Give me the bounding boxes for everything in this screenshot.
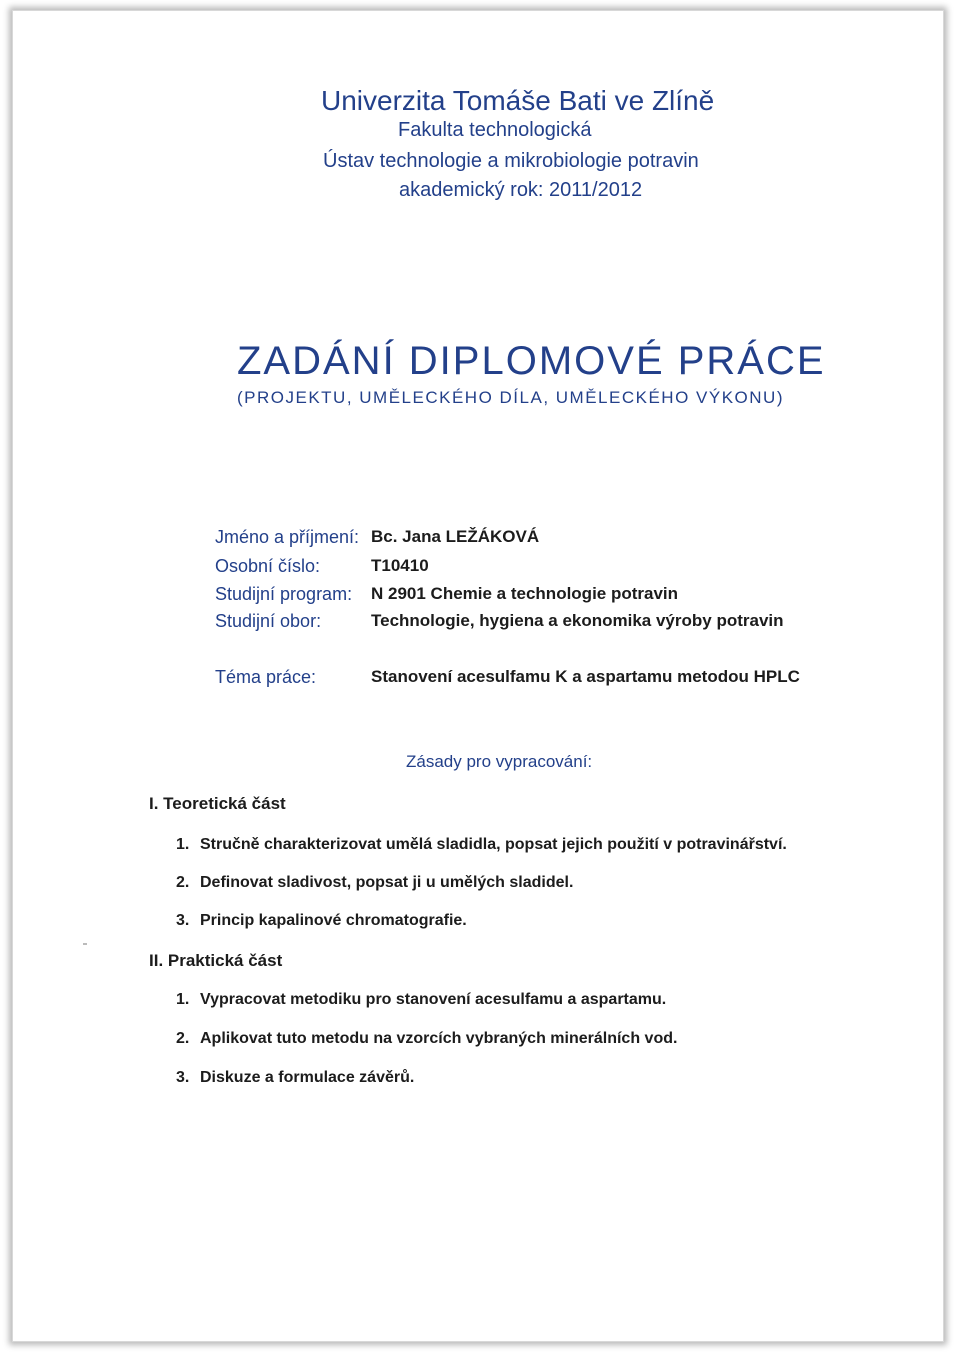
practical-item-3-num: 3. [176, 1069, 190, 1086]
institute-name: Ústav technologie a mikrobiologie potravin [323, 150, 699, 172]
topic-label: Téma práce: [215, 667, 317, 687]
document-subtitle: (PROJEKTU, UMĚLECKÉHO DÍLA, UMĚLECKÉHO VÝKONU) [237, 388, 784, 407]
theory-item-3-num: 3. [176, 912, 190, 929]
practical-item-2-text: Aplikovat tuto metodu na vzorcích vybraných minerálních vod. [200, 1030, 678, 1047]
academic-year: akademický rok: 2011/2012 [399, 179, 643, 201]
practical-item-1-num: 1. [176, 991, 190, 1008]
university-name: Univerzita Tomáše Bati ve Zlíně [321, 85, 715, 116]
guidelines-heading: Zásady pro vypracování: [406, 752, 593, 771]
document-title: ZADÁNÍ DIPLOMOVÉ PRÁCE [237, 339, 826, 383]
theory-item-1-num: 1. [176, 836, 190, 853]
document-page [12, 10, 944, 1342]
practical-item-1-text: Vypracovat metodiku pro stanovení acesulfamu a aspartamu. [200, 991, 667, 1008]
theory-item-3-text: Princip kapalinové chromatografie. [200, 912, 467, 929]
name-value: Bc. Jana LEŽÁKOVÁ [371, 527, 540, 546]
theory-item-1-text: Stručně charakterizovat umělá sladidla, popsat jejich použití v potravinářství. [200, 836, 787, 853]
theory-item-2-num: 2. [176, 874, 190, 891]
practical-item-2-num: 2. [176, 1030, 190, 1047]
program-value: N 2901 Chemie a technologie potravin [371, 584, 679, 603]
practical-item-3-text: Diskuze a formulace závěrů. [200, 1069, 415, 1086]
theory-item-2-text: Definovat sladivost, popsat ji u umělých sladidel. [200, 874, 574, 891]
field-label: Studijní obor: [215, 611, 322, 631]
faculty-name: Fakulta technologická [398, 119, 592, 141]
topic-value: Stanovení acesulfamu K a aspartamu metodou HPLC [371, 667, 800, 686]
program-label: Studijní program: [215, 584, 353, 604]
scan-speck [83, 943, 87, 945]
id-value: T10410 [371, 556, 429, 575]
id-label: Osobní číslo: [215, 556, 321, 576]
section-title-theory: I. Teoretická část [149, 794, 286, 813]
section-title-practical: II. Praktická část [149, 951, 283, 970]
name-label: Jméno a příjmení: [215, 527, 360, 547]
field-value: Technologie, hygiena a ekonomika výroby potravin [371, 611, 784, 630]
